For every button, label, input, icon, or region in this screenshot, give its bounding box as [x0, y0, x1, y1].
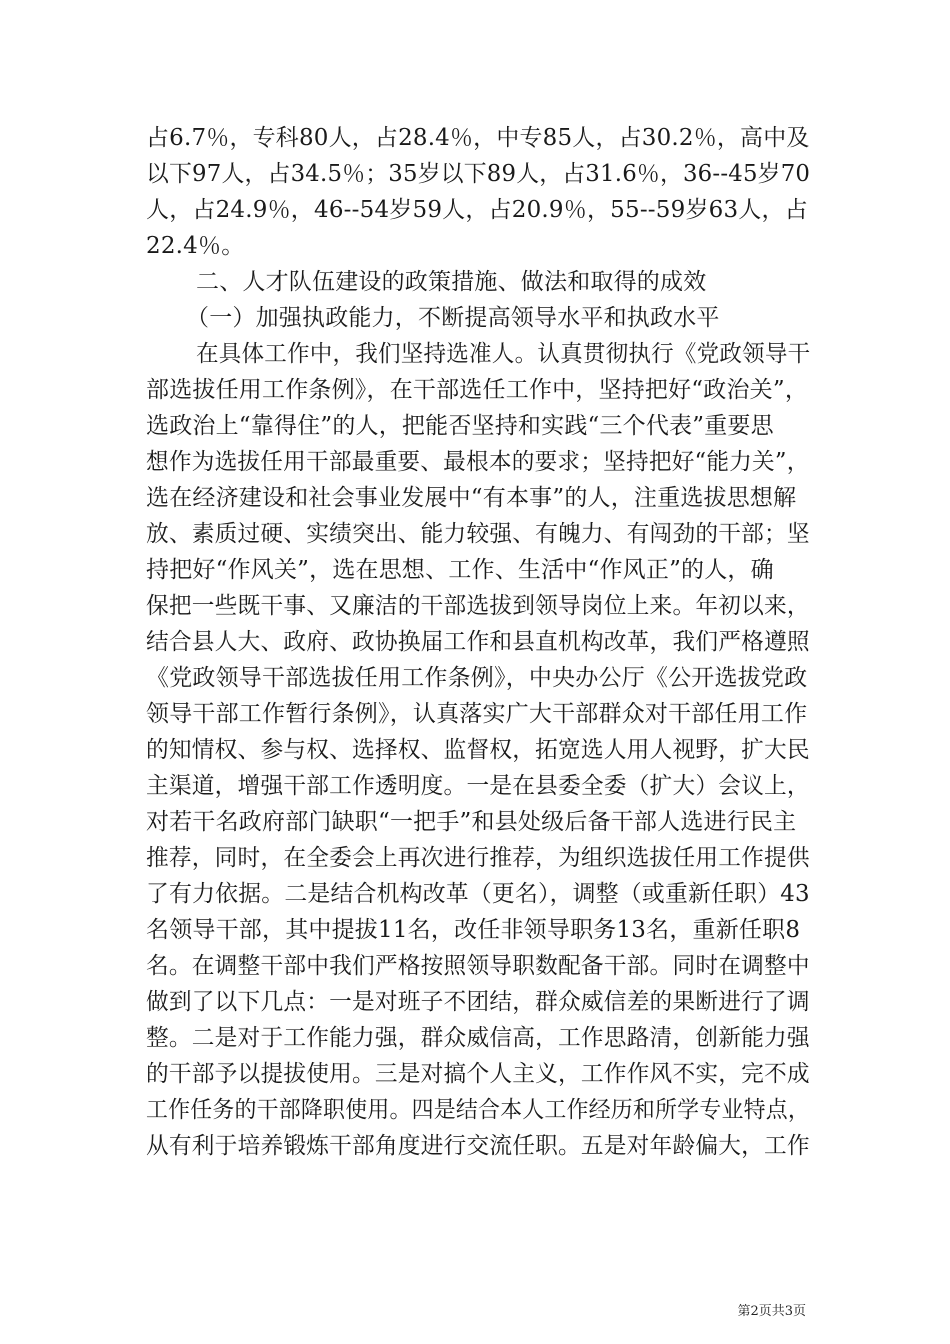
text-line: 名。在调整干部中我们严格按照领导职数配备干部。同时在调整中 [146, 953, 810, 979]
text-line: 占6.7％，专科80人，占28.4％，中专85人，占30.2％，高中及 [146, 125, 810, 151]
text-line: 放、素质过硬、实绩突出、能力较强、有魄力、有闯劲的干部；坚 [146, 521, 810, 547]
text-line: 名领导干部，其中提拔11名，改任非领导职务13名，重新任职8 [146, 917, 801, 943]
text-line: 保把一些既干事、又廉洁的干部选拔到领导岗位上来。年初以来， [146, 593, 810, 619]
text-line: 整。二是对于工作能力强，群众威信高，工作思路清，创新能力强 [146, 1025, 810, 1051]
text-line: 22.4％。 [146, 233, 245, 259]
text-line: 的干部予以提拔使用。三是对搞个人主义，工作作风不实，完不成 [146, 1061, 810, 1087]
section-heading: 二、人才队伍建设的政策措施、做法和取得的成效 [196, 269, 707, 295]
text-line: 在具体工作中，我们坚持选准人。认真贯彻执行《党政领导干 [196, 341, 811, 367]
text-line: 持把好“作风关”，选在思想、工作、生活中“作风正”的人，确 [146, 557, 774, 583]
text-line: 部选拔任用工作条例》，在干部选任工作中，坚持把好“政治关”， [146, 377, 809, 403]
text-line: 从有利于培养锻炼干部角度进行交流任职。五是对年龄偏大，工作 [146, 1133, 810, 1159]
text-line: 做到了以下几点：一是对班子不团结，群众威信差的果断进行了调 [146, 989, 810, 1015]
text-line: 选在经济建设和社会事业发展中“有本事”的人，注重选拔思想解 [146, 485, 797, 511]
text-line: 推荐，同时，在全委会上再次进行推荐，为组织选拔任用工作提供 [146, 845, 810, 871]
text-line: 主渠道，增强干部工作透明度。一是在县委全委（扩大）会议上， [146, 773, 810, 799]
text-line: 对若干名政府部门缺职“一把手”和县处级后备干部人选进行民主 [146, 809, 797, 835]
text-line: 的知情权、参与权、选择权、监督权，拓宽选人用人视野，扩大民 [146, 737, 810, 763]
page-number-footer: 第2页共3页 [737, 1304, 806, 1319]
text-line: 工作任务的干部降职使用。四是结合本人工作经历和所学专业特点， [146, 1097, 810, 1123]
text-line: 领导干部工作暂行条例》，认真落实广大干部群众对干部任用工作 [146, 701, 808, 727]
text-line: 了有力依据。二是结合机构改革（更名），调整（或重新任职）43 [146, 881, 810, 907]
subsection-heading: （一）加强执政能力，不断提高领导水平和执政水平 [186, 305, 720, 331]
text-line: 《党政领导干部选拔任用工作条例》，中央办公厅《公开选拔党政 [146, 665, 808, 691]
text-line: 想作为选拔任用干部最重要、最根本的要求；坚持把好“能力关”， [146, 449, 810, 475]
text-line: 结合县人大、政府、政协换届工作和县直机构改革，我们严格遵照 [146, 629, 810, 655]
text-line: 以下97人，占34.5％；35岁以下89人，占31.6％，36--45岁70 [146, 161, 811, 187]
text-line: 选政治上“靠得住”的人，把能否坚持和实践“三个代表”重要思 [146, 413, 774, 439]
text-line: 人，占24.9％，46--54岁59人，占20.9％，55--59岁63人，占 [146, 197, 808, 223]
